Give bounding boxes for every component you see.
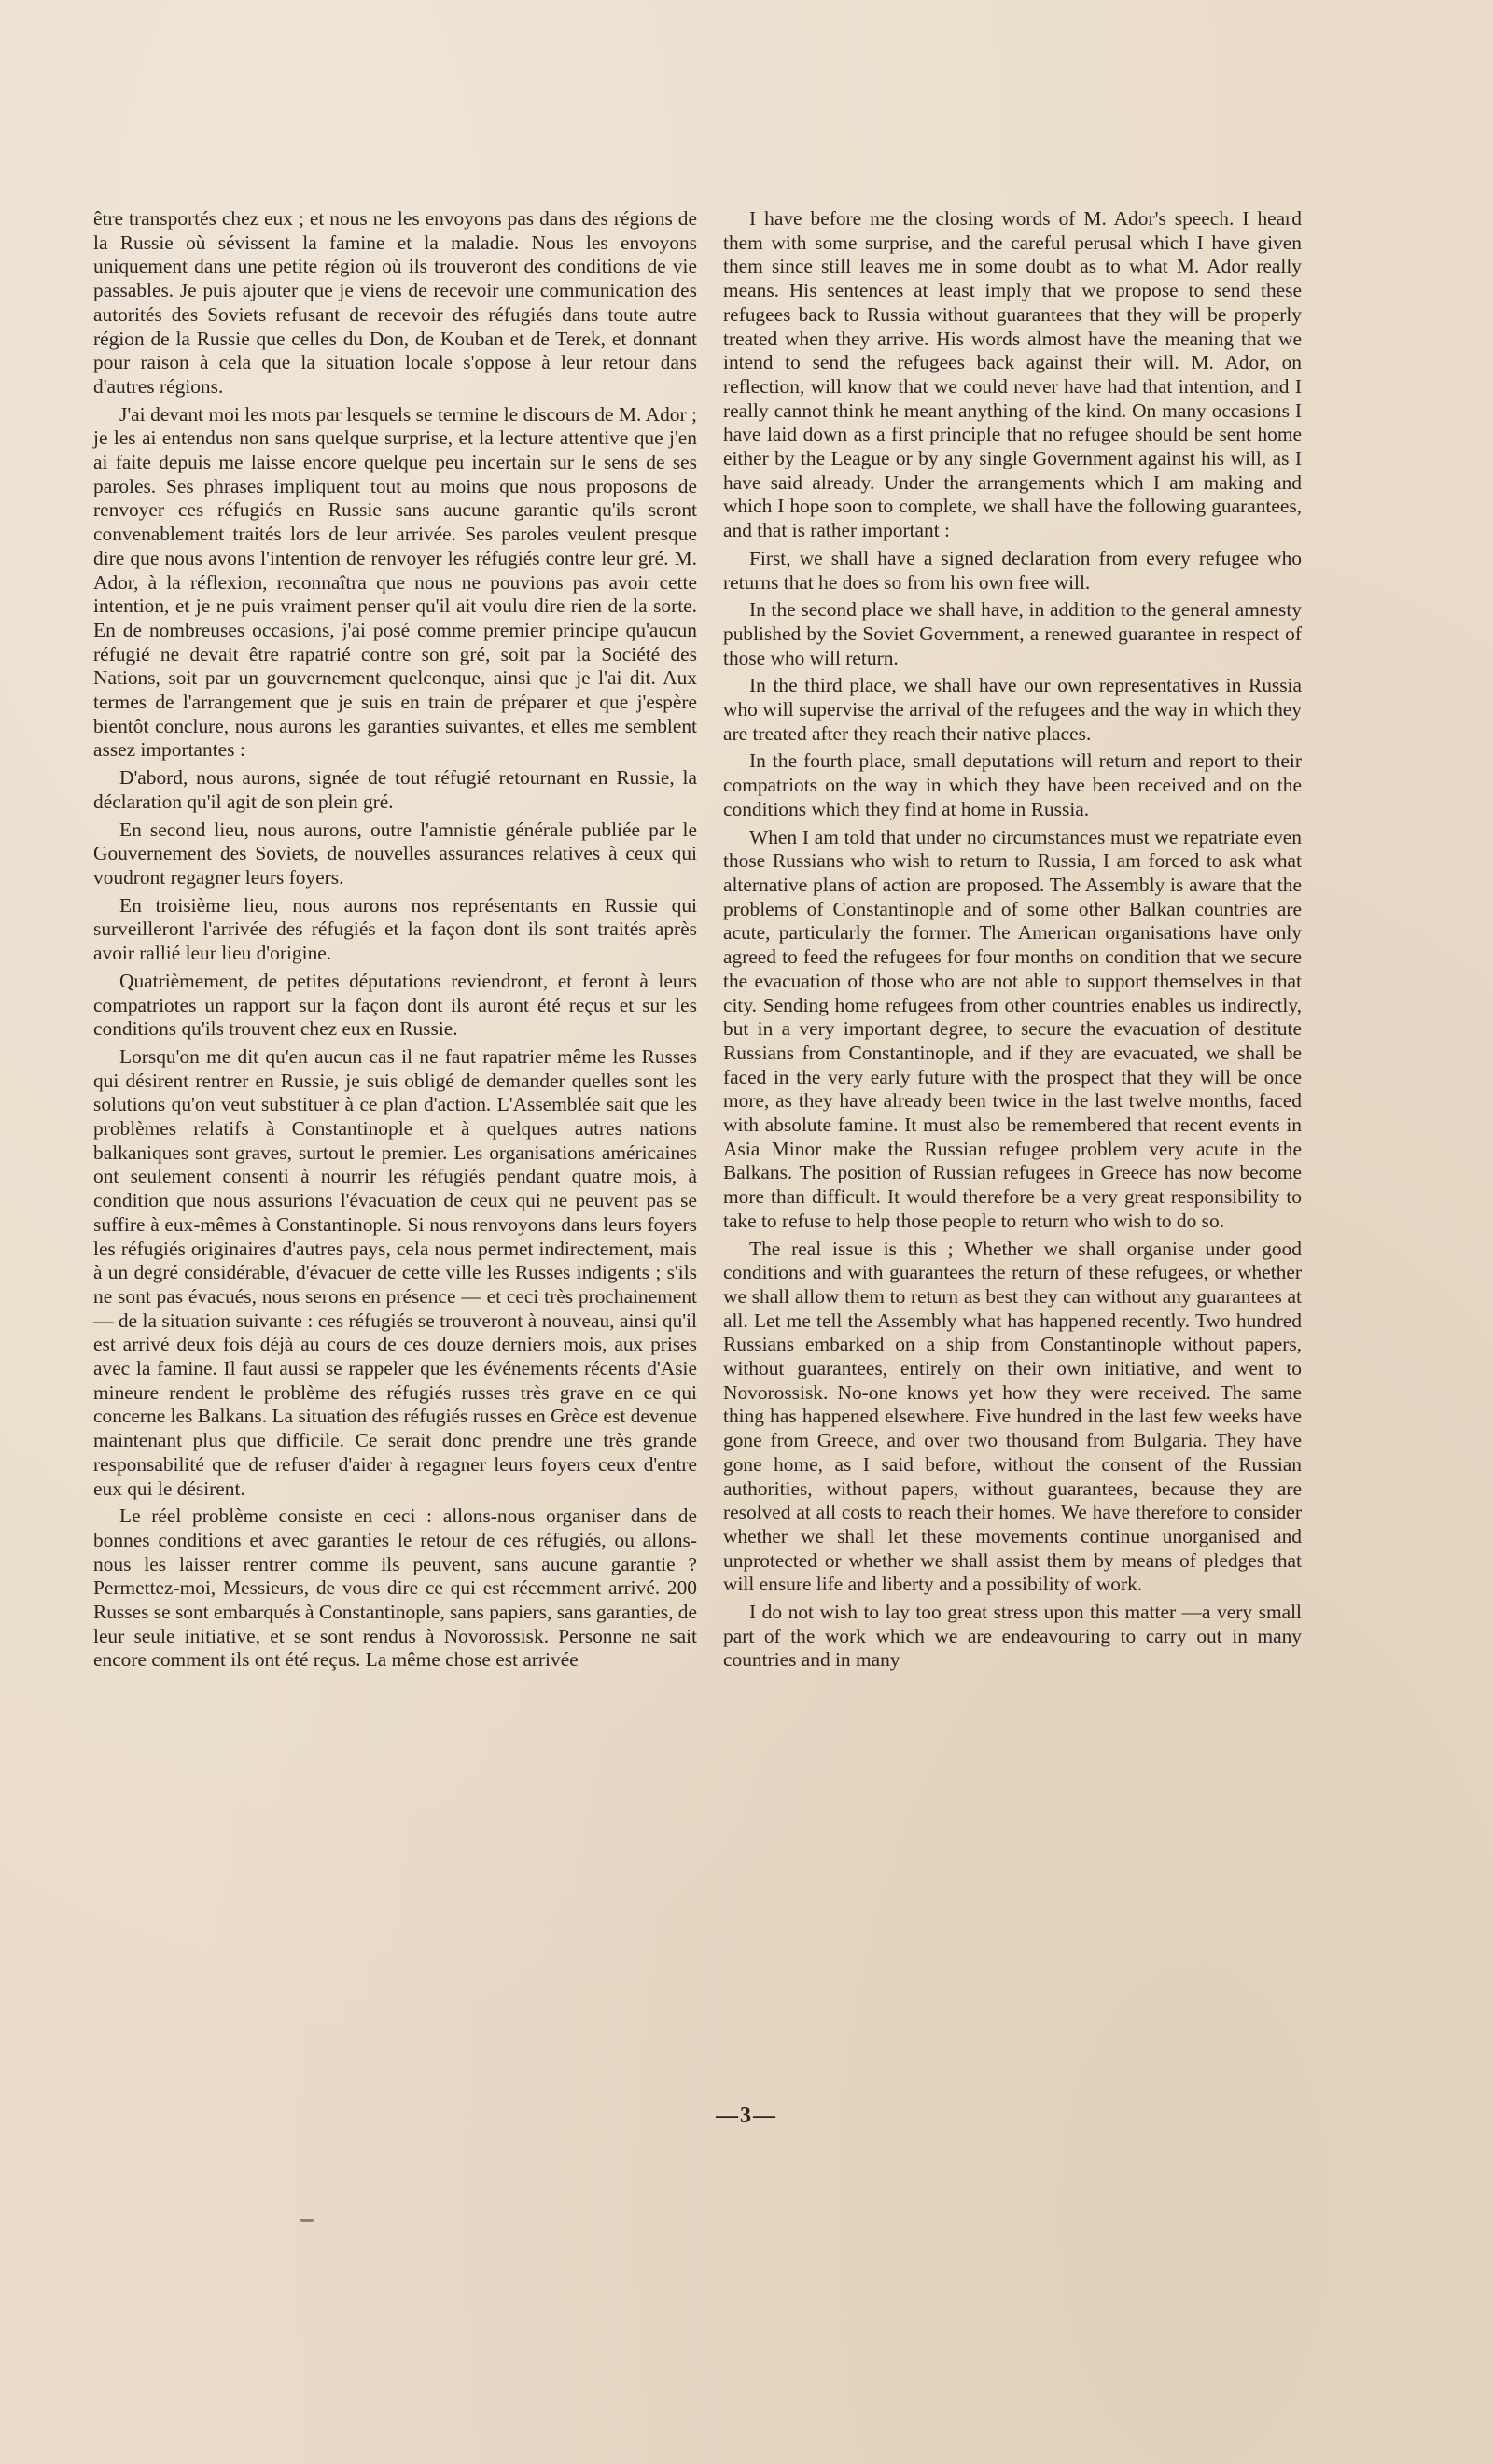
french-paragraph-6: Quatrièmement, de petites députations reviendront, et feront à leurs compatriotes un rapport sur la façon dont ils auront été reçus et sur les conditions qu'ils trouvent chez eux en Russie. <box>93 969 697 1041</box>
english-paragraph-6: When I am told that under no circumstances must we repatriate even those Russians who wish to return to Russia, I am forced to ask what alternative plans of action are proposed. The Assembly is aware that the problems of Constantinople and of some other Balkan countries are acute, particularly the former. The American organisations have only agreed to feed the refugees for four months on condition that we secure the evacuation of those who are not able to support themselves in that city. Sending home refugees from other countries enables us indirectly, but in a very important degree, to secure the evacuation of destitute Russians from Constantinople, and if they are evacuated, we shall be faced in the very early future with the prospect that they will be once more, as they have already been twice in the last twelve months, faced with absolute famine. It must also be remembered that recent events in Asia Minor make the Russian refugee problem very acute in the Balkans. The position of Russian refugees in Greece has now become more than difficult. It would therefore be a very great responsibility to take to refuse to help those people to return who wish to do so. <box>723 825 1302 1232</box>
english-text-column <box>723 207 1302 1673</box>
french-paragraph-4: En second lieu, nous aurons, outre l'amnistie générale publiée par le Gouvernement des Soviets, de nouvelles assurances relatives à ceux qui voudront regagner leurs foyers. <box>93 818 697 889</box>
french-paragraph-1: être transportés chez eux ; et nous ne les envoyons pas dans des régions de la Russie où sévissent la famine et la maladie. Nous les envoyons uniquement dans une petite région où ils trouveront des conditions de vie passables. Je puis ajouter que je viens de recevoir une communication des autorités des Soviets refusant de recevoir des réfugiés dans toute autre région de la Russie que celles du Don, de Kouban et de Terek, et donnant pour raison à cela que la situation locale s'oppose à leur retour dans d'autres régions. <box>93 207 697 398</box>
french-paragraph-3: D'abord, nous aurons, signée de tout réfugié retournant en Russie, la déclaration qu'il agit de son plein gré. <box>93 766 697 813</box>
french-paragraph-5: En troisième lieu, nous aurons nos représentants en Russie qui surveilleront l'arrivée des réfugiés et la façon dont ils sont traités après avoir rallié leur lieu d'origine. <box>93 893 697 965</box>
page-number: —3— <box>716 2104 777 2128</box>
english-paragraph-2: First, we shall have a signed declaration from every refugee who returns that he does so from his own free will. <box>723 546 1302 594</box>
french-paragraph-2: J'ai devant moi les mots par lesquels se termine le discours de M. Ador ; je les ai entendus non sans quelque surprise, et la lecture attentive que j'en ai faite depuis me laisse encore quelque peu incertain sur le sens de ses paroles. Ses phrases impliquent tout au moins que nous proposons de renvoyer ces réfugiés en Russie sans aucune garantie qu'ils seront convenablement traités lors de leur arrivée. Ses paroles veulent presque dire que nous avons l'intention de renvoyer les réfugiés contre leur gré. M. Ador, à la réflexion, reconnaîtra que nous ne pouvions pas avoir cette intention, et je ne puis vraiment penser qu'il ait voulu dire rien de la sorte. En de nombreuses occasions, j'ai posé comme premier principe qu'aucun réfugié ne devait être rapatrié contre son gré, soit par la Société des Nations, soit par un gouvernement quelconque, ainsi que je l'ai dit. Aux termes de l'arrangement que je suis en train de préparer et que j'espère bientôt conclure, nous aurons les garanties suivantes, et elles me semblent assez importantes : <box>93 402 697 762</box>
french-text-column <box>93 207 697 1673</box>
french-paragraph-8: Le réel problème consiste en ceci : allons-nous organiser dans de bonnes conditions et avec garanties le retour de ces réfugiés, ou allons-nous les laisser rentrer comme ils peuvent, sans aucune garantie ? Permettez-moi, Messieurs, de vous dire ce qui est récemment arrivé. 200 Russes se sont embarqués à Constantinople, sans papiers, sans garanties, de leur seule initiative, et se sont rendus à Novorossisk. Personne ne sait encore comment ils ont été reçus. La même chose est arrivée <box>93 1505 697 1672</box>
english-paragraph-8: I do not wish to lay too great stress upon this matter —a very small part of the work which we are endeavouring to carry out in many countries and in many <box>723 1601 1302 1672</box>
french-paragraph-7: Lorsqu'on me dit qu'en aucun cas il ne faut rapatrier même les Russes qui désirent rentrer en Russie, je suis obligé de demander quelles sont les solutions qu'on veut substituer à ce plan d'action. L'Assemblée sait que les problèmes relatifs à Constantinople et à quelques autres nations balkaniques sont graves, surtout le premier. Les organisations américaines ont seulement consenti à nourrir les réfugiés pendant quatre mois, à condition que nous assurions l'évacuation de ceux qui ne peuvent pas se suffire à eux-mêmes à Constantinople. Si nous renvoyons dans leurs foyers les réfugiés originaires d'autres pays, cela nous permet indirectement, mais à un degré considérable, d'évacuer de cette ville les Russes indigents ; s'ils ne sont pas évacués, nous serons en présence — et ceci très prochainement — de la situation suivante : ces réfugiés se trouveront à nouveau, ainsi qu'il est arrivé deux fois déjà au cours de ces douze derniers mois, aux prises avec la famine. Il faut aussi se rappeler que les événements récents d'Asie mineure rendent le problème des réfugiés russes très grave en ce qui concerne les Balkans. La situation des réfugiés russes en Grèce est devenue maintenant plus que difficile. Ce serait donc prendre une très grande responsabilité que de refuser d'aider à regagner leurs foyers ceux d'entre eux qui le désirent. <box>93 1044 697 1500</box>
english-paragraph-7: The real issue is this ; Whether we shall organise under good conditions and with guarantees the return of these refugees, or whether we shall allow them to return as best they can without any guarantees at all. Let me tell the Assembly what has happened recently. Two hundred Russians embarked on a ship from Constantinople without papers, without guarantees, entirely on their own initiative, and went to Novorossisk. No-one knows yet how they were received. The same thing has happened elsewhere. Five hundred in the last few weeks have gone from Greece, and over two thousand from Bulgaria. They have gone home, as I said before, without the consent of the Russian authorities, without papers, without guarantees, because they are resolved at all costs to reach their homes. We have therefore to consider whether we shall let these movements continue unorganised and unprotected or whether we shall assist them by means of pledges that will ensure life and liberty and a possibility of work. <box>723 1237 1302 1596</box>
english-paragraph-4: In the third place, we shall have our own representatives in Russia who will supervise the arrival of the refugees and the way in which they are treated after they reach their native places. <box>723 674 1302 745</box>
english-paragraph-1: I have before me the closing words of M. Ador's speech. I heard them with some surprise, and the careful perusal which I have given them since still leaves me in some doubt as to what M. Ador really means. His sentences at least imply that we propose to send these refugees back to Russia without guarantees that they will be properly treated when they arrive. His words almost have the meaning that we intend to send the refugees back against their will. M. Ador, on reflection, will know that we could never have had that intention, and I really cannot think he meant anything of the kind. On many occasions I have laid down as a first principle that no refugee should be sent home either by the League or by any single Government against his will, as I have said already. Under the arrangements which I am making and which I hope soon to complete, we shall have the following guarantees, and that is rather important : <box>723 207 1302 542</box>
english-paragraph-5: In the fourth place, small deputations will return and report to their compatriots on the way in which they have been received and on the conditions which they find at home in Russia. <box>723 749 1302 820</box>
ink-speck <box>300 2219 314 2222</box>
english-paragraph-3: In the second place we shall have, in addition to the general amnesty published by the Soviet Government, a renewed guarantee in respect of those who will return. <box>723 598 1302 669</box>
